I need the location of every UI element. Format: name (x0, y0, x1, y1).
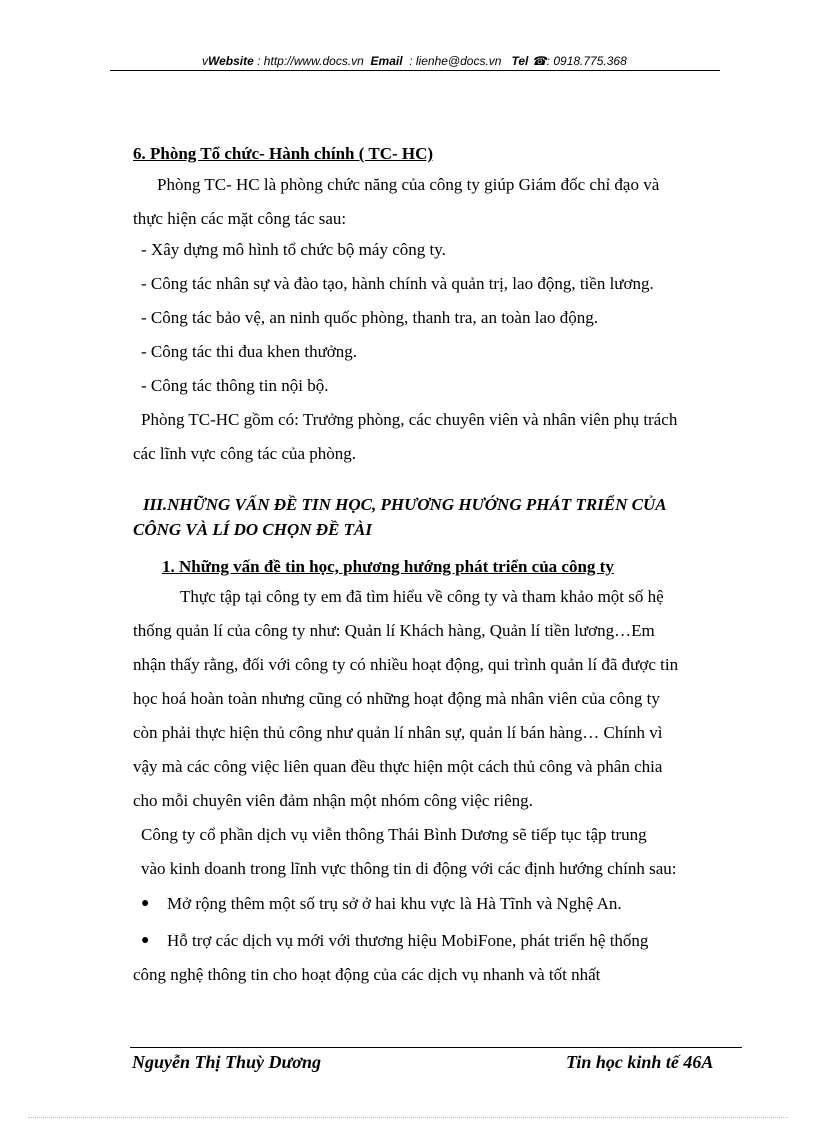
section3-title-line1: III.NHỮNG VẤN ĐỀ TIN HỌC, PHƯƠNG HƯỚNG PHÁT TRIỂN CỦA (143, 495, 667, 514)
email-label: Email (370, 54, 403, 68)
subsection1-title: 1. Những vấn đề tin học, phương hướng phát triển của công ty (162, 557, 614, 576)
bullet-item-continued: công nghệ thông tin cho hoạt động của các dịch vụ nhanh và tốt nhất (133, 965, 601, 984)
footer-rule (130, 1047, 742, 1048)
para1-line: cho mỗi chuyên viên đảm nhận một nhóm công việc riêng. (133, 791, 533, 810)
page-bottom-border (28, 1117, 788, 1118)
para1-line: Thực tập tại công ty em đã tìm hiểu về công ty và tham khảo một số hệ (180, 587, 664, 606)
phone-icon: ☎ (531, 54, 547, 68)
website-label: Website (208, 54, 254, 68)
website-link[interactable]: : http://www.docs.vn (257, 54, 364, 68)
para1-line: thống quản lí của công ty như: Quản lí Khách hàng, Quản lí tiền lương…Em (133, 621, 655, 640)
tel-value: : 0918.775.368 (546, 54, 627, 68)
para2-line1: Công ty cổ phần dịch vụ viễn thông Thái Bình Dương sẽ tiếp tục tập trung (141, 825, 647, 844)
header-rule (110, 70, 720, 71)
section6-item: - Công tác nhân sự và đào tạo, hành chính và quản trị, lao động, tiền lương. (141, 274, 654, 293)
para1-line: vậy mà các công việc liên quan đều thực hiện một cách thủ công và phân chia (133, 757, 663, 776)
header-mark: v (202, 54, 208, 68)
bullet-item: Hỗ trợ các dịch vụ mới với thương hiệu MobiFone, phát triển hệ thống (167, 931, 649, 950)
header-contact (202, 54, 627, 68)
bullet-item: Mở rộng thêm một số trụ sở ở hai khu vực là Hà Tĩnh và Nghệ An. (167, 894, 622, 913)
section6-intro-line1: Phòng TC- HC là phòng chức năng của công ty giúp Giám đốc chỉ đạo và (157, 175, 660, 194)
para2-line2: vào kinh doanh trong lĩnh vực thông tin di động với các định hướng chính sau: (141, 859, 677, 878)
section6-outro-line1: Phòng TC-HC gồm có: Trưởng phòng, các chuyên viên và nhân viên phụ trách (141, 410, 678, 429)
para1-line: nhận thấy rằng, đối với công ty có nhiều hoạt động, qui trình quản lí đã được tin (133, 655, 679, 674)
para1-line: còn phải thực hiện thủ công như quản lí nhân sự, quản lí bán hàng… Chính vì (133, 723, 663, 742)
section6-item: - Xây dựng mô hình tổ chức bộ máy công ty. (141, 240, 446, 259)
tel-label: Tel (511, 54, 529, 68)
bullet-icon: ● (141, 933, 150, 948)
bullet-icon: ● (141, 896, 150, 911)
section6-item: - Công tác thi đua khen thưởng. (141, 342, 358, 361)
section6-title: 6. Phòng Tổ chức- Hành chính ( TC- HC) (133, 144, 434, 163)
section6-intro-line2: thực hiện các mặt công tác sau: (133, 209, 347, 228)
section6-outro-line2: các lĩnh vực công tác của phòng. (133, 444, 357, 463)
footer-author: Nguyễn Thị Thuỳ Dương (132, 1052, 321, 1072)
section3-title-line2: CÔNG VÀ LÍ DO CHỌN ĐỀ TÀI (133, 520, 372, 539)
section6-item: - Công tác thông tin nội bộ. (141, 376, 329, 395)
para1-line: học hoá hoàn toàn nhưng cũng có những hoạt động mà nhân viên của công ty (133, 689, 660, 708)
email-link[interactable]: : lienhe@docs.vn (409, 54, 502, 68)
page-header (110, 51, 720, 71)
footer-class: Tin học kinh tế 46A (566, 1052, 714, 1072)
section6-item: - Công tác bảo vệ, an ninh quốc phòng, thanh tra, an toàn lao động. (141, 308, 598, 327)
